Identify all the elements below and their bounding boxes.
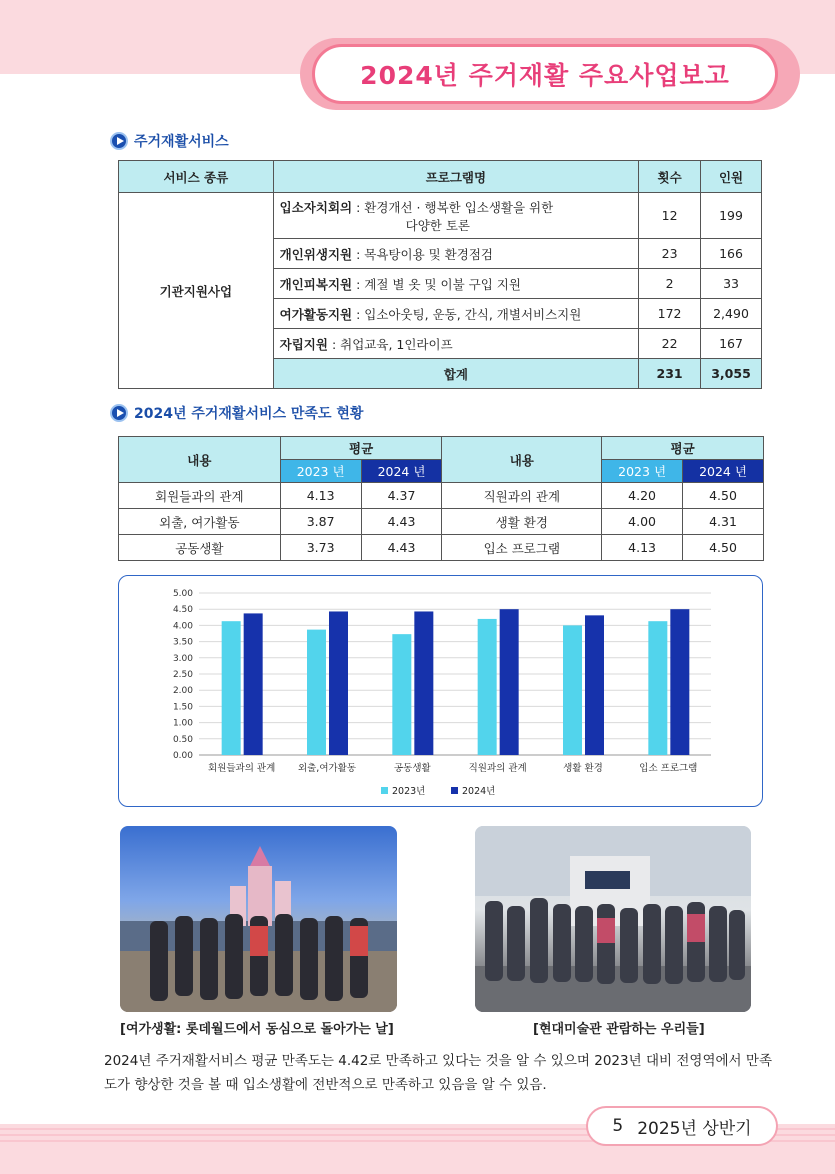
title-box	[312, 44, 778, 104]
y-tick-label: 2.00	[172, 686, 193, 697]
col-header: 인원	[701, 161, 762, 193]
value-cell: 4.43	[361, 509, 442, 535]
bar-2024	[244, 613, 263, 755]
year-header: 2024 년	[361, 460, 442, 483]
program-name: 개인피복지원	[279, 276, 353, 292]
value-cell: 3.87	[280, 509, 361, 535]
section-title: 주거재활서비스	[134, 134, 229, 150]
legend-label: 2023년	[392, 786, 426, 797]
item-cell: 생활 환경	[442, 509, 602, 535]
satisfaction-table	[118, 436, 764, 561]
people-cell: 2,490	[701, 299, 762, 329]
y-tick-label: 3.00	[172, 653, 193, 664]
y-tick-label: 1.00	[172, 718, 193, 729]
x-tick-label: 생활 환경	[563, 763, 603, 774]
bar-chart	[119, 576, 764, 808]
bar-2023	[478, 619, 497, 755]
photo-lotteworld	[120, 826, 397, 1012]
bar-2024	[670, 609, 689, 755]
x-tick-label: 입소 프로그램	[639, 763, 698, 774]
col-header: 프로그램명	[273, 161, 638, 193]
service-table	[118, 160, 762, 389]
program-cell	[273, 239, 638, 269]
page-number: 5	[612, 1116, 624, 1136]
people-cell: 33	[701, 269, 762, 299]
value-cell: 4.43	[361, 535, 442, 561]
value-cell: 4.13	[280, 483, 361, 509]
y-tick-label: 2.50	[172, 670, 193, 680]
play-icon	[110, 404, 128, 422]
section-title: 2024년 주거재활서비스 만족도 현황	[134, 406, 364, 422]
value-cell: 4.50	[683, 483, 764, 509]
y-tick-label: 4.50	[172, 605, 193, 616]
value-cell: 4.20	[602, 483, 683, 509]
footer-pill	[586, 1106, 778, 1146]
y-tick-label: 3.50	[172, 637, 193, 648]
period-label: 2025년 상반기	[637, 1118, 752, 1139]
y-tick-label: 0.00	[172, 751, 193, 761]
item-cell: 입소 프로그램	[442, 535, 602, 561]
bar-2023	[648, 621, 667, 755]
bar-2024	[585, 615, 604, 755]
program-desc: : 목욕탕이용 및 환경점검	[356, 246, 493, 262]
count-cell: 2	[639, 269, 701, 299]
bar-2023	[563, 625, 582, 755]
x-tick-label: 직원과의 관계	[468, 763, 527, 774]
count-cell: 12	[639, 193, 701, 239]
program-name: 개인위생지원	[279, 246, 353, 262]
x-tick-label: 회원들과의 관계	[208, 763, 276, 774]
program-cell	[273, 299, 638, 329]
bar-2024	[500, 609, 519, 755]
program-desc: : 환경개선 · 행복한 입소생활을 위한	[356, 199, 554, 215]
count-cell: 172	[639, 299, 701, 329]
count-cell: 22	[639, 329, 701, 359]
photo-museum	[475, 826, 751, 1012]
col-header: 평균	[602, 437, 764, 460]
program-desc: 다양한 토론	[405, 217, 471, 233]
year-header: 2023 년	[602, 460, 683, 483]
section-heading-service	[110, 131, 229, 151]
play-icon	[110, 132, 128, 150]
group-photo-illustration	[475, 826, 751, 1012]
photo-caption: [여가생활: 롯데월드에서 동심으로 돌아가는 날]	[120, 1022, 394, 1037]
program-name: 자립지원	[279, 336, 328, 352]
table-header-row	[119, 437, 764, 460]
col-header: 평균	[280, 437, 442, 460]
y-tick-label: 5.00	[172, 589, 193, 599]
program-cell	[273, 329, 638, 359]
count-cell: 23	[639, 239, 701, 269]
value-cell: 4.50	[683, 535, 764, 561]
summary-paragraph: 2024년 주거재활서비스 평균 만족도는 4.42로 만족하고 있다는 것을 알 수 있으며 2023년 대비 전영역에서 만족도가 향상한 것을 볼 때 입소생활에 전반적으로 만족하고 있음을 알 수 있음.	[104, 1053, 772, 1093]
item-cell: 공동생활	[119, 535, 281, 561]
program-name: 여가활동지원	[279, 306, 353, 322]
y-tick-label: 4.00	[172, 621, 193, 632]
category-cell: 기관지원사업	[119, 193, 274, 389]
col-header: 내용	[119, 437, 281, 483]
group-photo-illustration	[120, 826, 397, 1012]
program-desc: : 입소아웃팅, 운동, 간식, 개별서비스지원	[356, 306, 582, 322]
program-desc: : 계절 별 옷 및 이불 구입 지원	[356, 276, 521, 292]
value-cell: 4.13	[602, 535, 683, 561]
value-cell: 4.00	[602, 509, 683, 535]
value-cell: 3.73	[280, 535, 361, 561]
bar-2024	[414, 611, 433, 755]
bar-2023	[392, 634, 411, 755]
item-cell: 직원과의 관계	[442, 483, 602, 509]
program-name: 입소자치회의	[279, 199, 353, 215]
section-heading-satisfaction	[110, 403, 363, 423]
people-cell: 166	[701, 239, 762, 269]
total-people: 3,055	[701, 359, 762, 389]
item-cell: 회원들과의 관계	[119, 483, 281, 509]
bar-2023	[222, 621, 241, 755]
x-tick-label: 외출,여가활동	[297, 763, 357, 774]
photo-caption: [현대미술관 관람하는 우리들]	[533, 1022, 705, 1037]
people-cell: 199	[701, 193, 762, 239]
program-cell	[273, 269, 638, 299]
legend-swatch	[451, 787, 458, 794]
value-cell: 4.37	[361, 483, 442, 509]
program-desc: : 취업교육, 1인라이프	[331, 336, 453, 352]
col-header: 서비스 종류	[119, 161, 274, 193]
y-tick-label: 0.50	[172, 734, 193, 745]
y-tick-label: 1.50	[172, 702, 193, 713]
bar-2023	[307, 630, 326, 755]
item-cell: 외출, 여가활동	[119, 509, 281, 535]
legend-swatch	[381, 787, 388, 794]
table-header-row	[119, 161, 762, 193]
col-header: 횟수	[639, 161, 701, 193]
year-header: 2023 년	[280, 460, 361, 483]
table-row	[119, 509, 764, 535]
legend-label: 2024년	[462, 786, 496, 797]
table-row	[119, 535, 764, 561]
table-row	[119, 483, 764, 509]
total-count: 231	[639, 359, 701, 389]
page-title: 2024년 주거재활 주요사업보고	[360, 61, 730, 90]
program-cell	[273, 193, 638, 239]
value-cell: 4.31	[683, 509, 764, 535]
people-cell: 167	[701, 329, 762, 359]
col-header: 내용	[442, 437, 602, 483]
table-row	[119, 193, 762, 239]
year-header: 2024 년	[683, 460, 764, 483]
satisfaction-chart	[118, 575, 763, 807]
x-tick-label: 공동생활	[393, 763, 431, 774]
total-label: 합계	[273, 359, 638, 389]
bar-2024	[329, 611, 348, 755]
